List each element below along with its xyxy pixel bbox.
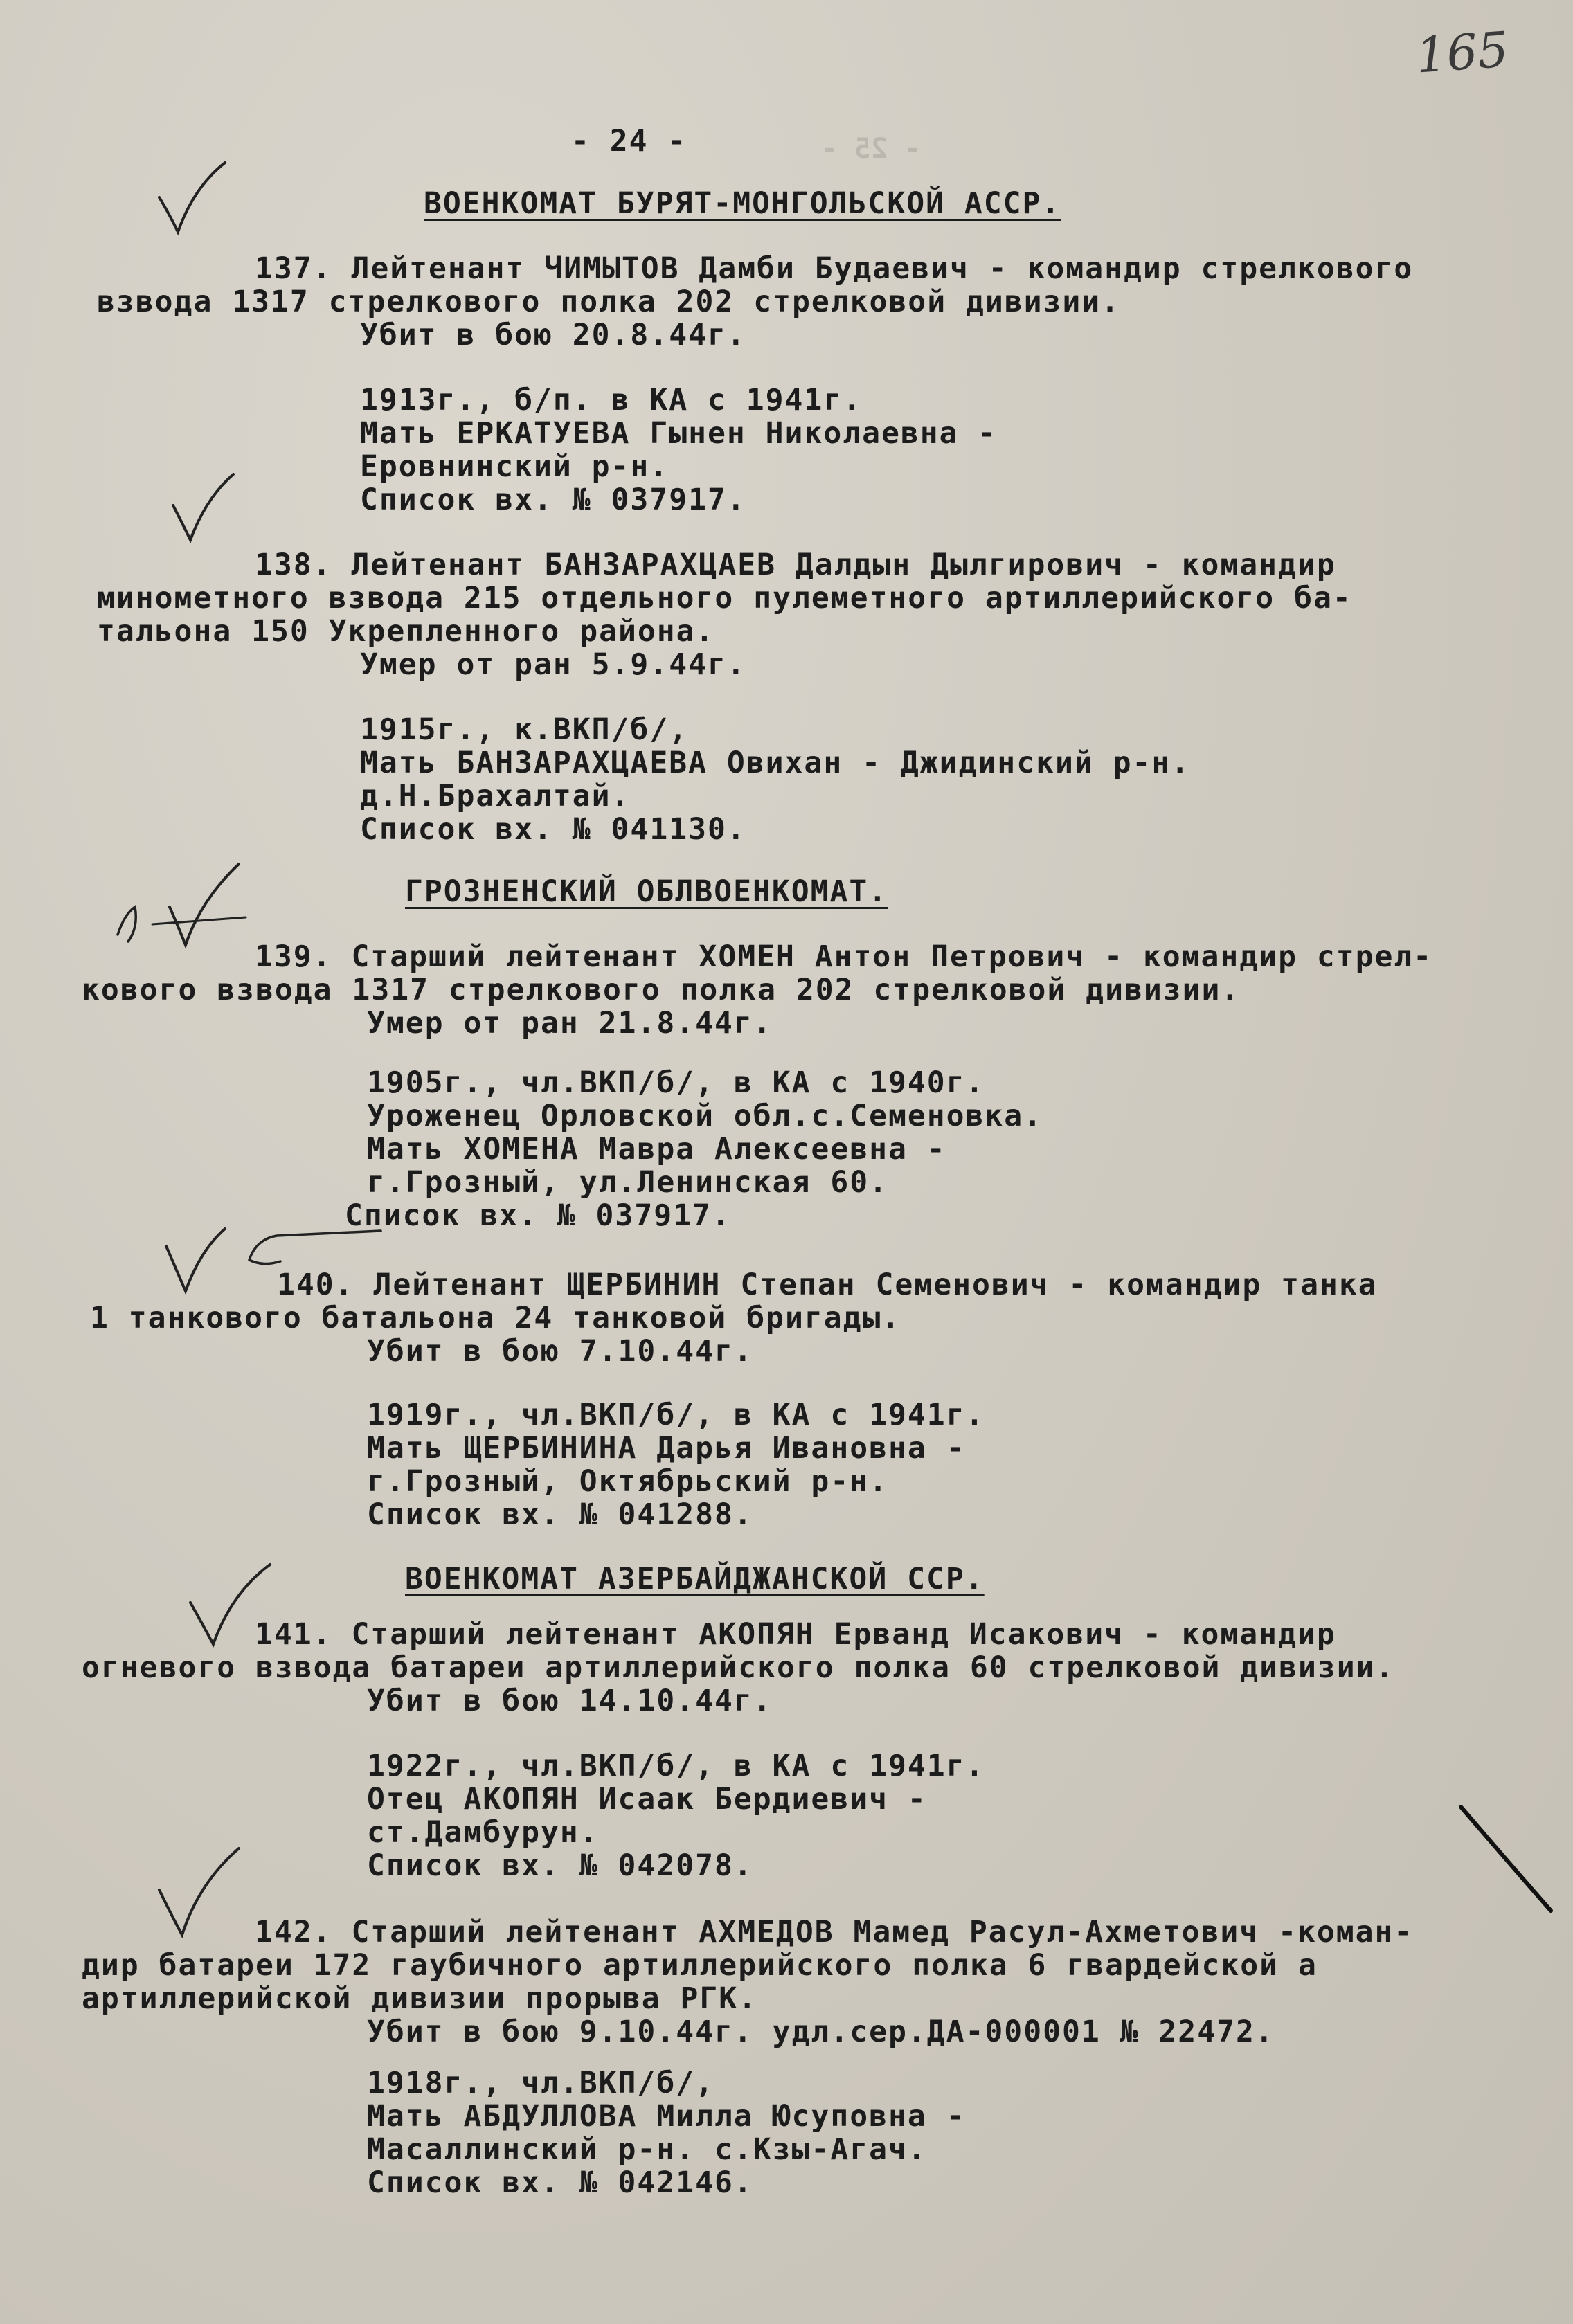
entry-142-detail-3: Масаллинский р-н. с.Кзы-Агач. — [367, 2132, 927, 2167]
entry-137-line-1: 137. Лейтенант ЧИМЫТОВ Дамби Будаевич - командир стрелкового — [255, 251, 1414, 286]
archive-folio-number: 165 — [1414, 21, 1511, 84]
entry-137-line-2: взвода 1317 стрелкового полка 202 стрелковой дивизии. — [97, 285, 1121, 319]
entry-142-line-1: 142. Старший лейтенант АХМЕДОВ Мамед Расул-Ахметович -коман- — [255, 1915, 1414, 1949]
entry-140-line-1: 140. Лейтенант ЩЕРБИНИН Степан Семенович - командир танка — [277, 1268, 1378, 1302]
entry-139-detail-2: Уроженец Орловской обл.с.Семеновка. — [367, 1099, 1043, 1133]
entry-141-detail-3: ст.Дамбурун. — [367, 1815, 599, 1850]
check-mark-icon — [159, 1218, 388, 1308]
section-header-grozny: ГРОЗНЕНСКИЙ ОБЛВОЕНКОМАТ. — [405, 874, 888, 909]
entry-140-line-2: 1 танкового батальона 24 танковой бригады. — [90, 1301, 901, 1335]
entry-142-detail-1: 1918г., чл.ВКП/б/, — [367, 2066, 714, 2100]
entry-139-detail-4: г.Грозный, ул.Ленинская 60. — [367, 1165, 888, 1200]
entry-141-detail-1: 1922г., чл.ВКП/б/, в КА с 1941г. — [367, 1749, 985, 1783]
entry-138-line-4: Умер от ран 5.9.44г. — [360, 647, 746, 682]
check-mark-icon — [156, 159, 232, 242]
entry-142-detail-2: Мать АБДУЛЛОВА Милла Юсуповна - — [367, 2099, 966, 2134]
entry-140-detail-3: г.Грозный, Октябрьский р-н. — [367, 1464, 888, 1499]
entry-141-line-1: 141. Старший лейтенант АКОПЯН Ерванд Исакович - командир — [255, 1617, 1336, 1652]
check-mark-icon — [104, 858, 249, 955]
entry-142-line-3: артиллерийской дивизии прорыва РГК. — [82, 1981, 758, 2016]
entry-139-detail-3: Мать ХОМЕНА Мавра Алексеевна - — [367, 1132, 946, 1166]
entry-142-detail-4: Список вх. № 042146. — [367, 2165, 753, 2200]
entry-141-line-3: Убит в бою 14.10.44г. — [367, 1684, 773, 1718]
entry-139-line-3: Умер от ран 21.8.44г. — [367, 1006, 773, 1041]
entry-139-detail-5: Список вх. № 037917. — [345, 1198, 731, 1233]
entry-140-detail-1: 1919г., чл.ВКП/б/, в КА с 1941г. — [367, 1398, 985, 1432]
check-mark-icon — [187, 1561, 277, 1651]
entry-139-detail-1: 1905г., чл.ВКП/б/, в КА с 1940г. — [367, 1065, 985, 1100]
entry-140-line-3: Убит в бою 7.10.44г. — [367, 1334, 753, 1369]
entry-137-line-3: Убит в бою 20.8.44г. — [360, 318, 746, 352]
pen-stroke-mark — [1454, 1800, 1558, 1918]
entry-141-detail-4: Список вх. № 042078. — [367, 1848, 753, 1883]
entry-138-detail-2: Мать БАНЗАРАХЦАЕВА Овихан - Джидинский р-н. — [360, 746, 1191, 780]
entry-142-line-2: дир батареи 172 гаубичного артиллерийского полка 6 гвардейской а — [82, 1948, 1318, 1983]
entry-141-detail-2: Отец АКОПЯН Исаак Бердиевич - — [367, 1782, 927, 1817]
section-header-buryat: ВОЕНКОМАТ БУРЯТ-МОНГОЛЬСКОЙ АССР. — [424, 186, 1061, 221]
entry-137-detail-2: Мать ЕРКАТУЕВА Гынен Николаевна - — [360, 416, 998, 451]
check-mark-icon — [170, 471, 239, 547]
entry-138-detail-4: Список вх. № 041130. — [360, 812, 746, 847]
entry-139-line-1: 139. Старший лейтенант ХОМЕН Антон Петрович - командир стрел- — [255, 939, 1433, 974]
entry-137-detail-4: Список вх. № 037917. — [360, 483, 746, 517]
entry-137-detail-3: Еровнинский р-н. — [360, 449, 669, 484]
section-header-azerbaijan: ВОЕНКОМАТ АЗЕРБАЙДЖАНСКОЙ ССР. — [405, 1562, 985, 1596]
entry-140-detail-2: Мать ЩЕРБИНИНА Дарья Ивановна - — [367, 1431, 966, 1466]
check-mark-icon — [156, 1845, 246, 1942]
bleed-through-page-number: - 25 - — [820, 133, 921, 165]
entry-137-detail-1: 1913г., б/п. в КА с 1941г. — [360, 383, 863, 417]
entry-139-line-2: кового взвода 1317 стрелкового полка 202 стрелковой дивизии. — [82, 973, 1241, 1007]
entry-138-detail-3: д.Н.Брахалтай. — [360, 779, 631, 813]
entry-140-detail-4: Список вх. № 041288. — [367, 1497, 753, 1532]
page-number: - 24 - — [571, 124, 687, 159]
entry-138-line-1: 138. Лейтенант БАНЗАРАХЦАЕВ Далдын Дылгирович - командир — [255, 548, 1336, 582]
entry-138-line-2: минометного взвода 215 отдельного пулеметного артиллерийского ба- — [97, 581, 1352, 615]
entry-141-line-2: огневого взвода батареи артиллерийского полка 60 стрелковой дивизии. — [82, 1650, 1395, 1685]
entry-142-line-4: Убит в бою 9.10.44г. удл.сер.ДА-000001 № 22472. — [367, 2015, 1275, 2049]
entry-138-line-3: тальона 150 Укрепленного района. — [97, 614, 715, 649]
entry-138-detail-1: 1915г., к.ВКП/б/, — [360, 712, 689, 747]
